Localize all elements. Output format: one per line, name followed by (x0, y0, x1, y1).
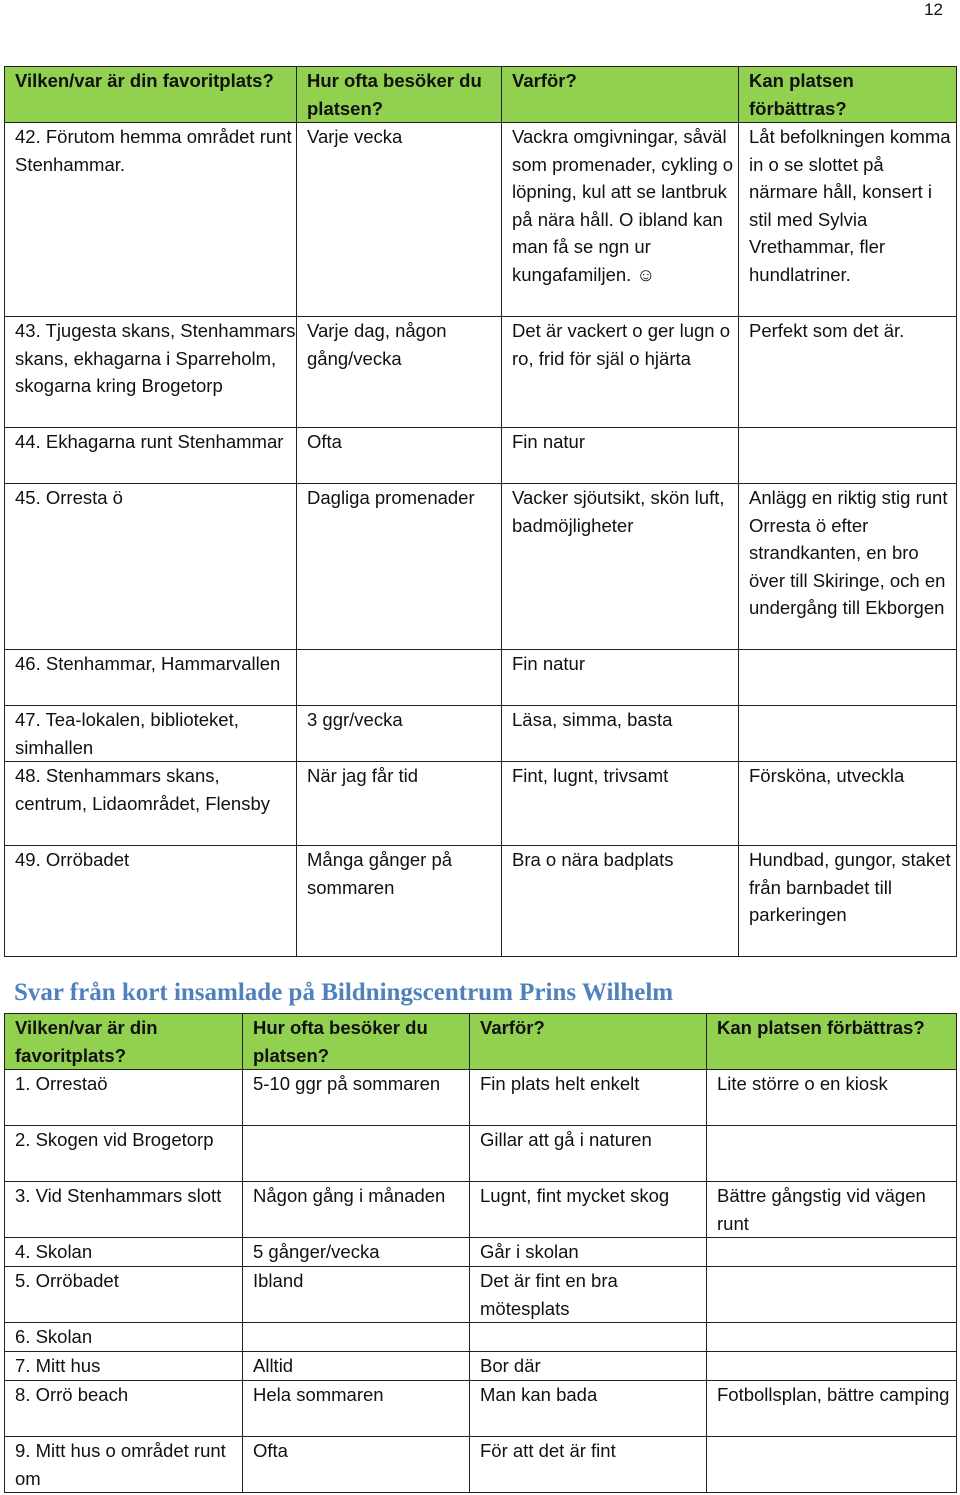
cell-frequency: Dagliga promenader (297, 484, 502, 650)
cell-why: Fin plats helt enkelt (470, 1070, 707, 1126)
cell-why: Lugnt, fint mycket skog (470, 1182, 707, 1238)
header-favorite-place: Vilken/var är din favoritplats? (5, 1014, 243, 1070)
table-row (5, 428, 957, 484)
cell-frequency: Ibland (243, 1267, 470, 1323)
cell-why: Gillar att gå i naturen (470, 1126, 707, 1182)
header-why: Varför? (470, 1014, 707, 1070)
cell-improvement: Bättre gångstig vid vägen runt (707, 1182, 957, 1238)
table-row (5, 1182, 957, 1238)
cell-frequency: När jag får tid (297, 762, 502, 846)
cell-why: Går i skolan (470, 1238, 707, 1267)
cell-place: 5. Orröbadet (5, 1267, 243, 1323)
cell-place: 43. Tjugesta skans, Stenhammars skans, ekhagarna i Sparreholm, skogarna kring Brogetorp (5, 317, 297, 428)
cell-place: 42. Förutom hemma området runt Stenhammar. (5, 123, 297, 317)
table-row (5, 1352, 957, 1381)
table-row (5, 650, 957, 706)
cell-improvement (707, 1267, 957, 1323)
cell-frequency: Ofta (243, 1437, 470, 1493)
cell-frequency: 5-10 ggr på sommaren (243, 1070, 470, 1126)
cell-frequency: Varje vecka (297, 123, 502, 317)
cell-place: 2. Skogen vid Brogetorp (5, 1126, 243, 1182)
cell-improvement: Hundbad, gungor, staket från barnbadet till parkeringen (739, 846, 957, 957)
section-heading: Svar från kort insamlade på Bildningscentrum Prins Wilhelm (14, 979, 674, 1006)
cell-improvement: Anlägg en riktig stig runt Orresta ö efter strandkanten, en bro över till Skiringe, och en undergång till Ekborgen (739, 484, 957, 650)
table-header-row (5, 1014, 957, 1070)
cell-place: 47. Tea-lokalen, biblioteket, simhallen (5, 706, 297, 762)
cell-improvement: Låt befolkningen komma in o se slottet på närmare håll, konsert i stil med Sylvia Vrethammar, fler hundlatriner. (739, 123, 957, 317)
cell-why: Det är fint en bra mötesplats (470, 1267, 707, 1323)
page-number: 12 (924, 0, 943, 19)
cell-frequency: 5 gånger/vecka (243, 1238, 470, 1267)
cell-improvement: Försköna, utveckla (739, 762, 957, 846)
header-why: Varför? (502, 67, 739, 123)
cell-improvement (707, 1126, 957, 1182)
cell-place: 48. Stenhammars skans, centrum, Lidaområdet, Flensby (5, 762, 297, 846)
cell-frequency: Många gånger på sommaren (297, 846, 502, 957)
cell-improvement (739, 650, 957, 706)
cell-improvement: Fotbollsplan, bättre camping (707, 1381, 957, 1437)
cell-improvement (707, 1437, 957, 1493)
table-header-row (5, 67, 957, 123)
cell-improvement (707, 1238, 957, 1267)
cell-why: Läsa, simma, basta (502, 706, 739, 762)
cell-improvement (739, 428, 957, 484)
cell-place: 4. Skolan (5, 1238, 243, 1267)
table-row (5, 1437, 957, 1493)
cell-frequency: Någon gång i månaden (243, 1182, 470, 1238)
cell-place: 1. Orrestaö (5, 1070, 243, 1126)
cell-improvement (707, 1352, 957, 1381)
table-row (5, 846, 957, 957)
cell-place: 49. Orröbadet (5, 846, 297, 957)
cell-place: 44. Ekhagarna runt Stenhammar (5, 428, 297, 484)
cell-why: Det är vackert o ger lugn o ro, frid för själ o hjärta (502, 317, 739, 428)
header-frequency: Hur ofta besöker du platsen? (297, 67, 502, 123)
table-row (5, 484, 957, 650)
table-row (5, 1323, 957, 1352)
favorite-places-table-1 (4, 66, 957, 957)
cell-why: Vacker sjöutsikt, skön luft, badmöjligheter (502, 484, 739, 650)
cell-why (470, 1323, 707, 1352)
cell-improvement: Perfekt som det är. (739, 317, 957, 428)
table-row (5, 1238, 957, 1267)
header-improvement: Kan platsen förbättras? (739, 67, 957, 123)
table-row (5, 1381, 957, 1437)
cell-why: Fin natur (502, 428, 739, 484)
favorite-places-table-2 (4, 1013, 957, 1493)
cell-place: 3. Vid Stenhammars slott (5, 1182, 243, 1238)
table-row (5, 1070, 957, 1126)
cell-why: Bor där (470, 1352, 707, 1381)
cell-why: Man kan bada (470, 1381, 707, 1437)
table-row (5, 762, 957, 846)
cell-place: 6. Skolan (5, 1323, 243, 1352)
cell-frequency: Hela sommaren (243, 1381, 470, 1437)
table-row (5, 1267, 957, 1323)
cell-frequency (243, 1323, 470, 1352)
header-favorite-place: Vilken/var är din favoritplats? (5, 67, 297, 123)
cell-why: Bra o nära badplats (502, 846, 739, 957)
cell-why: Fin natur (502, 650, 739, 706)
cell-place: 7. Mitt hus (5, 1352, 243, 1381)
cell-frequency: Ofta (297, 428, 502, 484)
table-row (5, 1126, 957, 1182)
table-row (5, 706, 957, 762)
cell-improvement (739, 706, 957, 762)
table-row (5, 317, 957, 428)
cell-place: 8. Orrö beach (5, 1381, 243, 1437)
cell-place: 46. Stenhammar, Hammarvallen (5, 650, 297, 706)
cell-frequency (243, 1126, 470, 1182)
cell-improvement: Lite större o en kiosk (707, 1070, 957, 1126)
table-row (5, 123, 957, 317)
cell-place: 45. Orresta ö (5, 484, 297, 650)
cell-frequency: Alltid (243, 1352, 470, 1381)
cell-place: 9. Mitt hus o området runt om (5, 1437, 243, 1493)
cell-frequency (297, 650, 502, 706)
header-frequency: Hur ofta besöker du platsen? (243, 1014, 470, 1070)
cell-frequency: Varje dag, någon gång/vecka (297, 317, 502, 428)
cell-frequency: 3 ggr/vecka (297, 706, 502, 762)
cell-improvement (707, 1323, 957, 1352)
cell-why: Vackra omgivningar, såväl som promenader, cykling o löpning, kul att se lantbruk på nära håll. O ibland kan man få se ngn ur kungafamiljen. ☺ (502, 123, 739, 317)
cell-why: Fint, lugnt, trivsamt (502, 762, 739, 846)
cell-why: För att det är fint (470, 1437, 707, 1493)
header-improvement: Kan platsen förbättras? (707, 1014, 957, 1070)
